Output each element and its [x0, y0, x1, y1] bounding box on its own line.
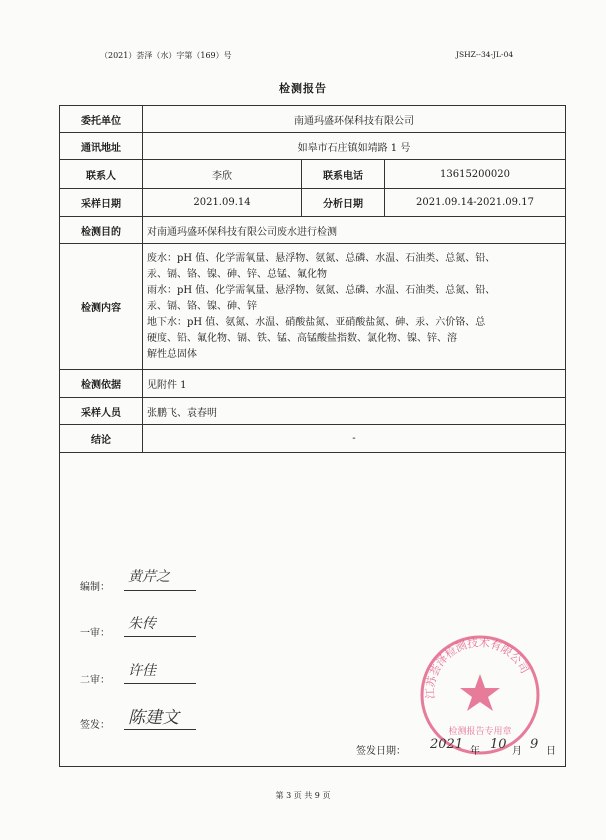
form-code: JSHZ--34-JL-04 [456, 50, 514, 59]
content-line: 废水：pH 值、化学需氧量、悬浮物、氨氮、总磷、水温、石油类、总氮、铅、 [147, 252, 496, 264]
issue-date-label: 签发日期： [356, 746, 406, 757]
table-row [60, 370, 566, 398]
address-label: 通讯地址 [60, 133, 143, 160]
address-value: 如皋市石庄镇如靖路 1 号 [143, 133, 566, 160]
review2-signature: 许佳 [128, 663, 156, 679]
contact-value: 李欣 [143, 160, 302, 189]
table-row [60, 133, 566, 160]
seal-star-icon [460, 674, 500, 711]
phone-value: 13615200020 [385, 160, 566, 189]
content-line: 硬度、铅、氟化物、镉、铁、锰、高锰酸盐指数、氯化物、镍、锌、溶 [147, 332, 457, 344]
table-row [60, 189, 566, 217]
content-line: 地下水：pH 值、氨氮、水温、硝酸盐氮、亚硝酸盐氮、砷、汞、六价铬、总 [147, 316, 486, 328]
table-row [60, 398, 566, 425]
review1-signature: 朱传 [128, 616, 156, 632]
analysis-date-label: 分析日期 [302, 189, 385, 217]
report-title: 检测报告 [279, 82, 327, 95]
basis-value: 见附件 1 [143, 370, 566, 398]
phone-label: 联系电话 [302, 160, 385, 189]
seal-text: 江苏荟泽检测技术有限公司 [423, 636, 532, 699]
issue-month: 10 [490, 737, 507, 752]
client-value: 南通玛盛环保科技有限公司 [143, 106, 566, 133]
editor-line [124, 590, 196, 591]
analysis-date-value: 2021.09.14-2021.09.17 [385, 189, 566, 217]
table-row [60, 106, 566, 133]
editor-label: 编制： [80, 582, 110, 593]
content-line: 解性总固体 [147, 348, 197, 360]
approve-line [124, 729, 196, 730]
conclusion-value: - [143, 425, 566, 453]
review2-label: 二审： [80, 675, 110, 686]
review1-label: 一审： [80, 628, 110, 639]
issue-day: 9 [530, 737, 539, 752]
purpose-label: 检测目的 [60, 217, 143, 244]
client-label: 委托单位 [60, 106, 143, 133]
table-row [60, 160, 566, 189]
issue-month-unit: 月 [512, 746, 522, 757]
review2-line [124, 683, 196, 684]
report-table [59, 105, 566, 453]
content-line: 汞、镉、铬、镍、砷、锌 [147, 300, 257, 312]
approve-signature: 陈建文 [128, 708, 179, 728]
page-footer: 第 3 页 共 9 页 [275, 791, 331, 800]
contact-label: 联系人 [60, 160, 143, 189]
basis-label: 检测依据 [60, 370, 143, 398]
content-value [143, 244, 566, 370]
table-row [60, 425, 566, 453]
review1-line [124, 636, 196, 637]
sampling-date-label: 采样日期 [60, 189, 143, 217]
issue-year: 2021 [430, 737, 464, 752]
issue-year-unit: 年 [470, 746, 480, 757]
purpose-value: 对南通玛盛环保科技有限公司废水进行检测 [143, 217, 566, 244]
seal-sub-text: 检测报告专用章 [448, 727, 512, 737]
samplers-label: 采样人员 [60, 398, 143, 425]
issue-day-unit: 日 [546, 746, 556, 757]
content-line: 汞、镉、铬、镍、砷、锌、总锰、氟化物 [147, 268, 327, 280]
samplers-value: 张鹏飞、袁春明 [143, 398, 566, 425]
document-number: （2021）荟泽（水）字第（169）号 [100, 51, 232, 60]
table-row [60, 244, 566, 370]
table-row [60, 217, 566, 244]
sampling-date-value: 2021.09.14 [143, 189, 302, 217]
approve-label: 签发： [80, 720, 110, 731]
conclusion-label: 结论 [60, 425, 143, 453]
content-label: 检测内容 [60, 244, 143, 370]
editor-signature: 黄芹之 [128, 569, 170, 585]
content-line: 雨水：pH 值、化学需氧量、悬浮物、氨氮、总磷、水温、石油类、总氮、铅、 [147, 284, 496, 296]
